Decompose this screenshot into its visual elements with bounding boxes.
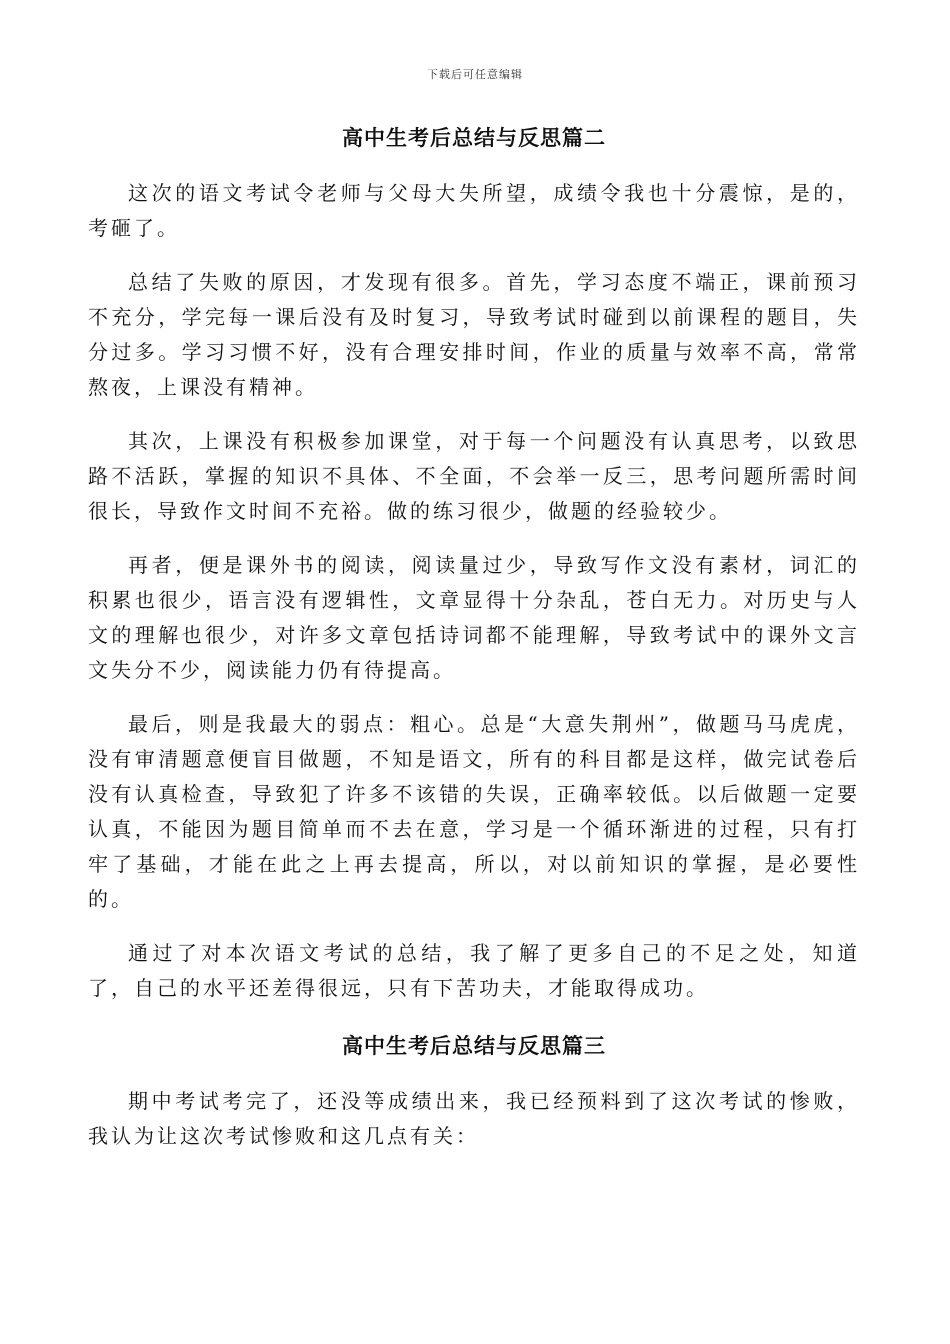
section-title: 高中生考后总结与反思篇二 (342, 125, 606, 150)
paragraph: 这次的语文考试令老师与父母大失所望，成绩令我也十分震惊，是的，考砸了。 (88, 181, 860, 240)
paragraph: 总结了失败的原因，才发现有很多。首先，学习态度不端正，课前预习不充分，学完每一课后没有及时复习，导致考试时碰到以前课程的题目，失分过多。学习习惯不好，没有合理安排时间，作业的质量与效率不高，常常熬夜，上课没有精神。 (88, 270, 860, 399)
header-note: 下载后可任意编辑 (427, 68, 523, 81)
paragraph: 最后，则是我最大的弱点：粗心。总是“大意失荆州”，做题马马虎虎，没有审清题意便盲目做题，不知是语文，所有的科目都是这样，做完试卷后没有认真检查，导致犯了许多不该错的失误，正确率较低。以后做题一定要认真，不能因为题目简单而不去在意，学习是一个循环渐进的过程，只有打牢了基础，才能在此之上再去提高，所以，对以前知识的掌握，是必要性的。 (88, 712, 860, 911)
document-body (88, 118, 860, 1173)
paragraph: 其次，上课没有积极参加课堂，对于每一个问题没有认真思考，以致思路不活跃，掌握的知识不具体、不全面，不会举一反三，思考问题所需时间很长，导致作文时间不充裕。做的练习很少，做题的经验较少。 (88, 429, 860, 523)
paragraph: 期中考试考完了，还没等成绩出来，我已经预料到了这次考试的惨败，我认为让这次考试惨败和这几点有关： (88, 1089, 860, 1148)
section-2 (88, 118, 860, 1006)
section-title: 高中生考后总结与反思篇三 (342, 1033, 606, 1058)
paragraph: 通过了对本次语文考试的总结，我了解了更多自己的不足之处，知道了，自己的水平还差得很远，只有下苦功夫，才能取得成功。 (88, 941, 860, 1000)
section-3 (88, 1026, 860, 1154)
paragraph: 再者，便是课外书的阅读，阅读量过少，导致写作文没有素材，词汇的积累也很少，语言没有逻辑性，文章显得十分杂乱，苍白无力。对历史与人文的理解也很少，对许多文章包括诗词都不能理解，导致考试中的课外文言文失分不少，阅读能力仍有待提高。 (88, 553, 860, 682)
